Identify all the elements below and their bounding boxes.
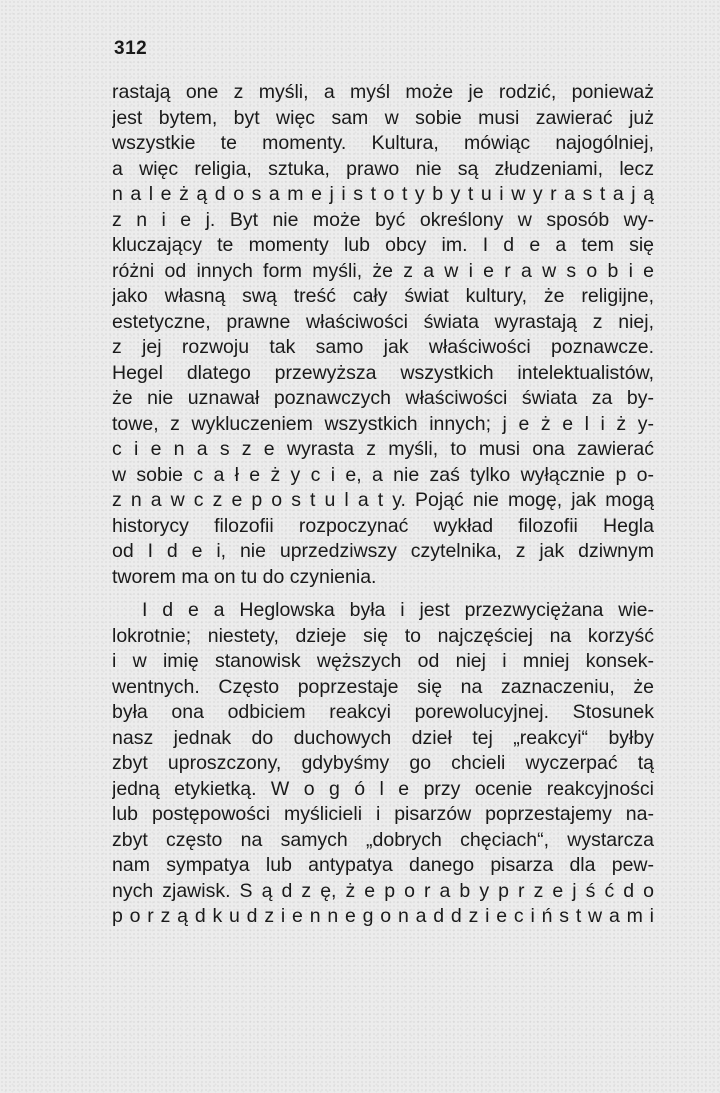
text-line: lub postępowości myślicieli i pisarzów poprzestajemy na-: [112, 803, 654, 825]
text-line: zbyt często na samych „dobrych chęciach“, wystarcza: [112, 828, 654, 851]
paragraph: [112, 80, 654, 590]
text-line: nasz jednak do duchowych dzieł tej „reakcyi“ byłby: [112, 726, 654, 749]
page-number: 312: [114, 38, 148, 59]
text-line: wentnych. Często poprzestaje się na zaznaczeniu, że: [112, 675, 654, 698]
paragraph-gap: [112, 590, 654, 598]
text-line: nam sympatya lub antypatya danego pisarza dla pew-: [112, 854, 654, 876]
text-line: estetyczne, prawne właściwości świata wyrastają z niej,: [112, 310, 654, 333]
text-line: historycy filozofii rozpoczynać wykład filozofii Hegla: [112, 514, 654, 537]
text-line: I d e a Heglowska była i jest przezwyciężana wie-: [142, 599, 654, 621]
text-line: od I d e i, nie uprzedziwszy czytelnika, z jak dziwnym: [112, 540, 654, 562]
paragraph: [112, 598, 654, 930]
text-line: wszystkie te momenty. Kultura, mówiąc najogólniej,: [112, 132, 654, 154]
text-line: tworem ma on tu do czynienia.: [112, 565, 377, 588]
text-line: jedną etykietką. W o g ó l e przy ocenie reakcyjności: [112, 777, 654, 800]
text-line: z n a w c z e p o s t u l a t y. Pojąć nie mogę, jak mogą: [112, 489, 654, 511]
text-line: p o r z ą d k u d z i e n n e g o n a d d z i e c i ń s t w a m i: [112, 905, 654, 927]
text-line: towe, z wykluczeniem wszystkich innych; j e ż e l i ż y-: [112, 412, 654, 435]
text-line: w sobie c a ł e ż y c i e, a nie zaś tylko wyłącznie p o-: [112, 463, 654, 486]
text-line: że nie uznawał poznawczych właściwości świata za by-: [112, 387, 654, 409]
text-line: była ona odbiciem reakcyi porewolucyjnej. Stosunek: [112, 701, 654, 723]
text-line: jako własną swą treść cały świat kultury, że religijne,: [112, 285, 654, 307]
text-line: nych zjawisk. S ą d z ę, ż e p o r a b y p r z e j ś ć d o: [112, 879, 654, 902]
text-line: n a l e ż ą d o s a m e j i s t o t y b y t u i w y r a s t a j ą: [112, 183, 654, 205]
text-line: rastają one z myśli, a myśl może je rodzić, ponieważ: [112, 81, 654, 103]
text-line: i w imię stanowisk węższych od niej i mniej konsek-: [112, 650, 654, 672]
text-line: c i e n a s z e wyrasta z myśli, to musi ona zawierać: [112, 438, 654, 460]
text-line: różni od innych form myśli, że z a w i e r a w s o b i e: [112, 259, 654, 282]
text-line: jest bytem, byt więc sam w sobie musi zawierać już: [112, 106, 654, 129]
text-line: lokrotnie; niestety, dzieje się to najczęściej na korzyść: [112, 624, 654, 647]
text-line: z n i e j. Byt nie może być określony w sposób wy-: [112, 208, 654, 231]
text-line: Hegel dlatego przewyższa wszystkich intelektualistów,: [112, 361, 654, 384]
text-line: z jej rozwoju tak samo jak właściwości poznawcze.: [112, 336, 654, 358]
text-line: zbyt uproszczony, gdybyśmy go chcieli wyczerpać tą: [112, 752, 654, 774]
text-line: kluczający te momenty lub obcy im. I d e a tem się: [112, 234, 654, 256]
body-text: [112, 80, 654, 930]
text-line: a więc religia, sztuka, prawo nie są złudzeniami, lecz: [112, 157, 654, 180]
